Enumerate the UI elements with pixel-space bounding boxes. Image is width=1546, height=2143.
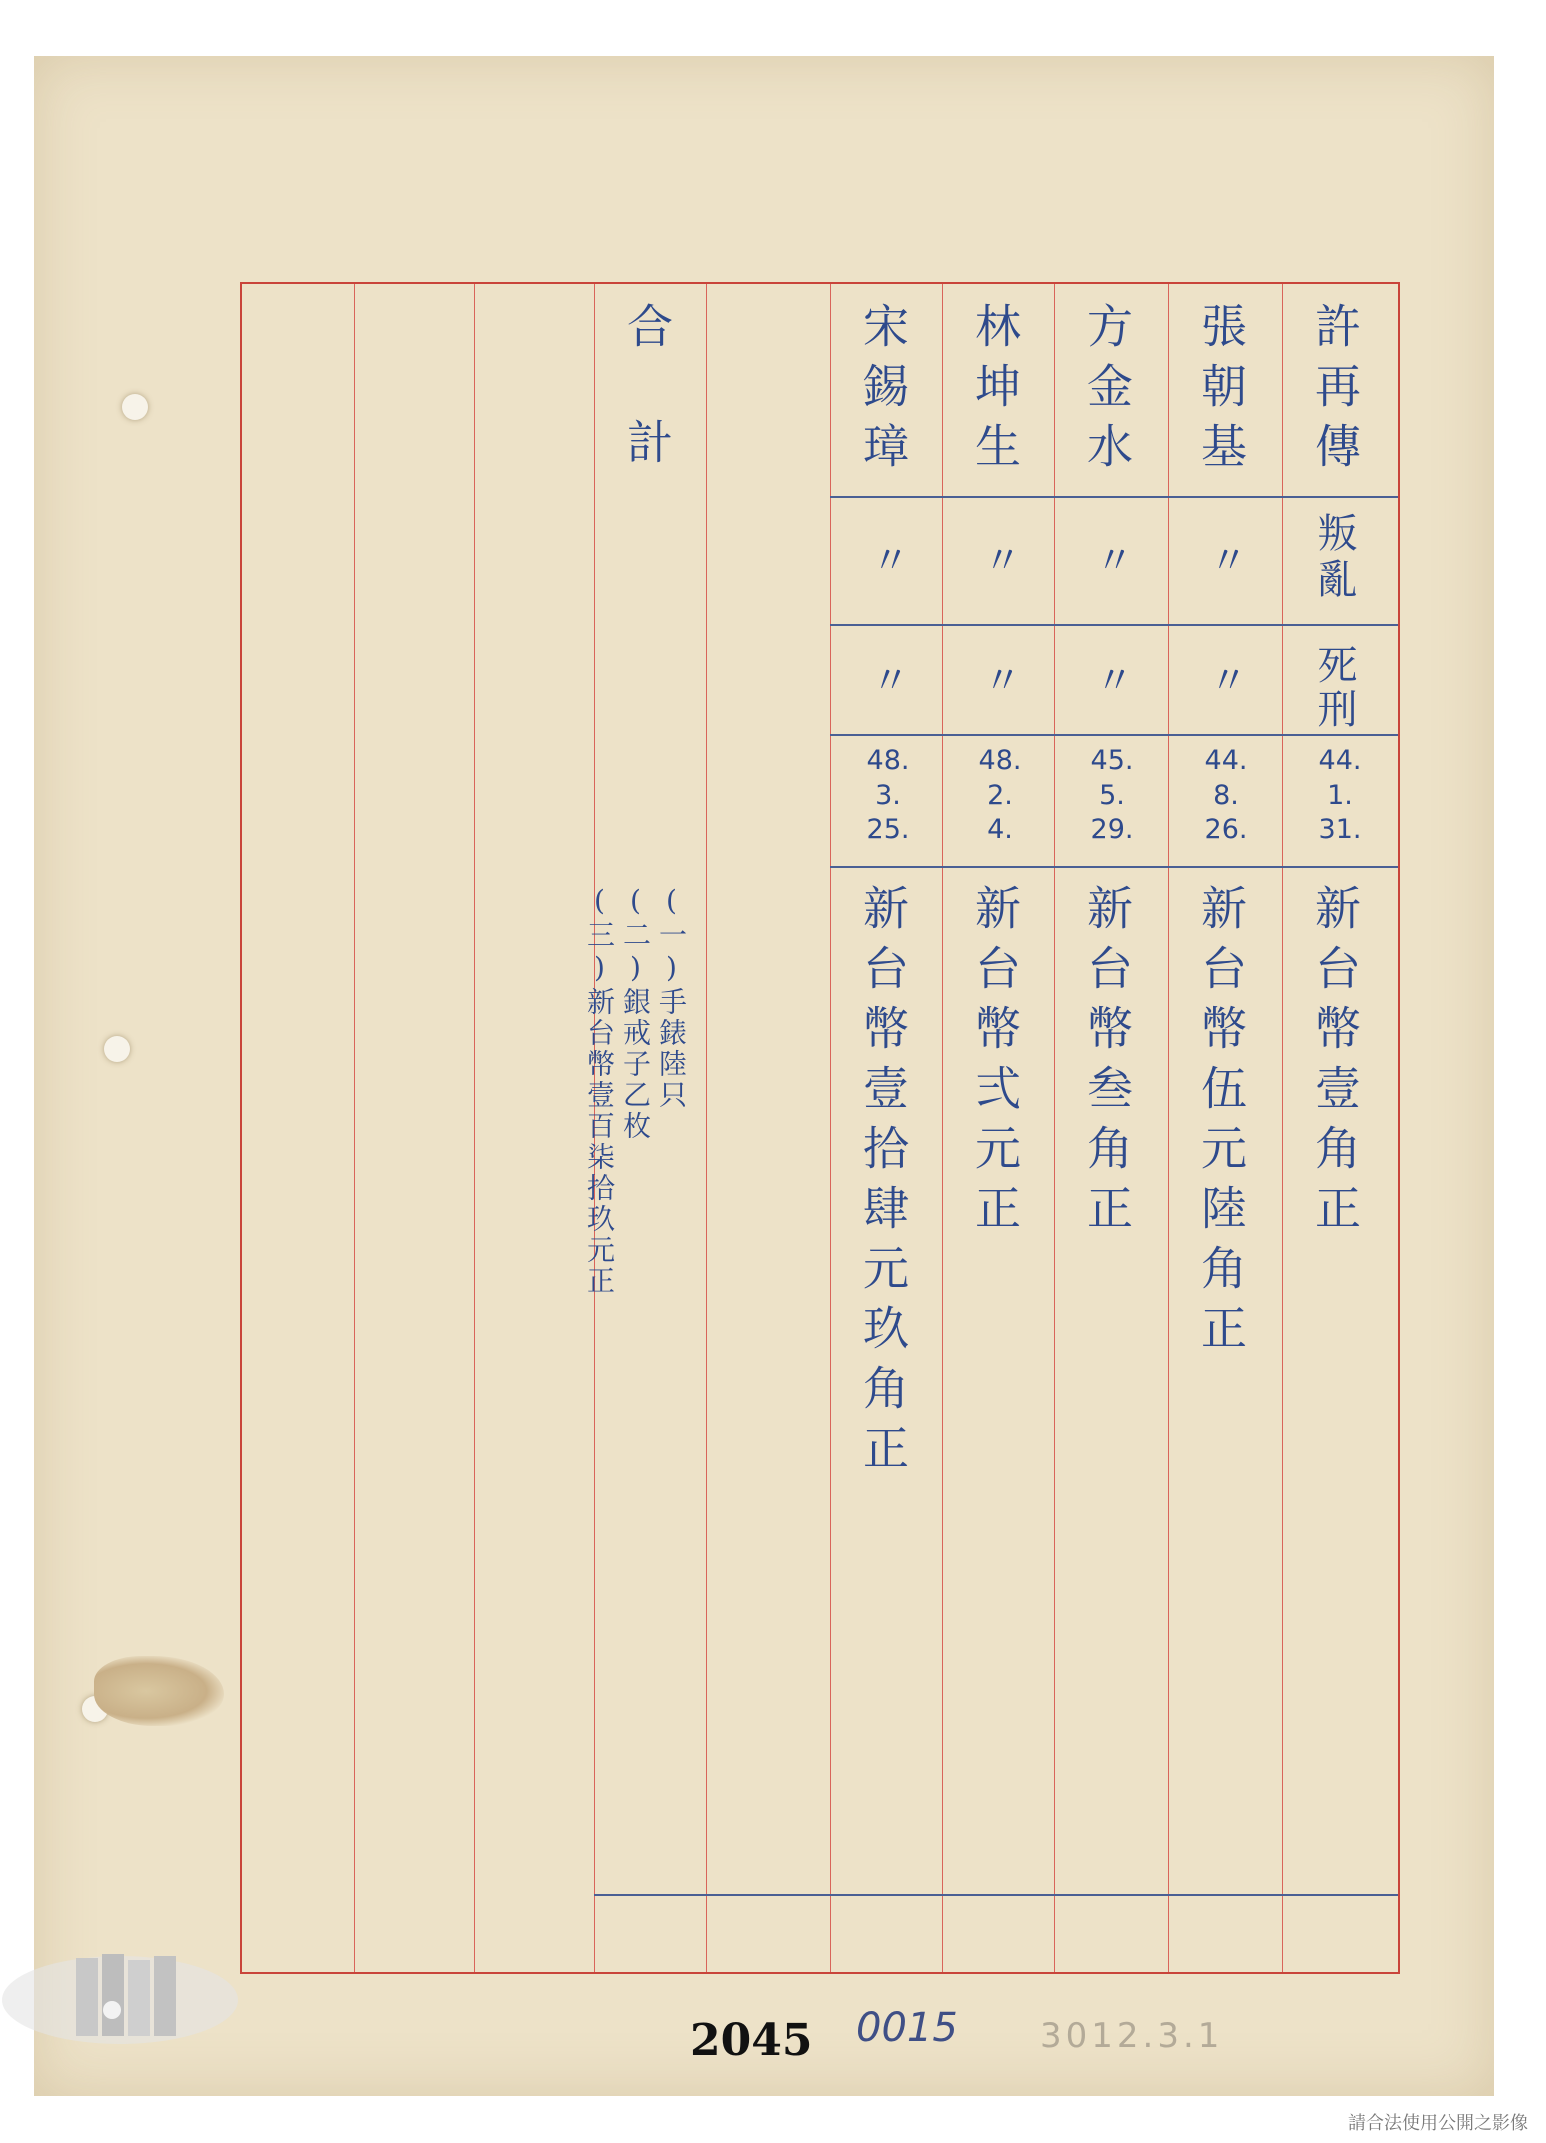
amount-cell: 新台幣弍元正 <box>968 884 1022 1244</box>
rule-after-crime <box>830 624 1398 626</box>
ditto-mark: 〃 <box>1203 660 1247 698</box>
rule-after-name <box>830 496 1398 498</box>
amount-cell: 新台幣壹拾肆元玖角正 <box>856 884 910 1484</box>
date-cell: 44. 8. 26. <box>1204 745 1248 846</box>
date-cell: 48. 3. 25. <box>866 745 910 846</box>
stamp-number: 2045 <box>690 2015 813 2066</box>
punch-hole <box>122 394 148 420</box>
total-note-2: (二)銀戒子乙枚 <box>619 884 652 1142</box>
ditto-mark: 〃 <box>1203 540 1247 578</box>
name-cell: 宋錫璋 <box>856 302 910 482</box>
sentence-cell: 死刑 <box>1311 644 1357 732</box>
rule-bottom <box>594 1894 1398 1896</box>
amount-cell: 新台幣伍元陸角正 <box>1194 884 1248 1364</box>
rule-after-date <box>830 866 1398 868</box>
paper-stain <box>94 1656 224 1726</box>
name-cell: 方金水 <box>1080 302 1134 482</box>
crime-cell: 叛亂 <box>1311 512 1357 604</box>
date-cell: 45. 5. 29. <box>1090 745 1134 846</box>
punch-hole <box>104 1036 130 1062</box>
usage-watermark: 請合法使用公開之影像 <box>1348 2113 1528 2134</box>
name-cell: 林坤生 <box>968 302 1022 482</box>
name-cell: 許再傳 <box>1308 302 1362 482</box>
ditto-mark: 〃 <box>1089 540 1133 578</box>
total-label: 合計 <box>620 302 674 534</box>
date-cell: 44. 1. 31. <box>1318 745 1362 846</box>
archive-logo-icon <box>0 1940 260 2050</box>
faint-mark: 3012.3.1 <box>1040 2016 1224 2056</box>
total-note-1: (一)手錶陸只 <box>655 884 688 1111</box>
total-note-3: (三)新台幣壹百柒拾玖元正 <box>583 884 616 1297</box>
amount-cell: 新台幣叁角正 <box>1080 884 1134 1244</box>
ditto-mark: 〃 <box>977 540 1021 578</box>
handwritten-number: 0015 <box>856 2005 958 2051</box>
rule-after-sentence <box>830 734 1398 736</box>
name-cell: 張朝基 <box>1194 302 1248 482</box>
date-cell: 48. 2. 4. <box>978 745 1022 846</box>
ditto-mark: 〃 <box>1089 660 1133 698</box>
ditto-mark: 〃 <box>977 660 1021 698</box>
amount-cell: 新台幣壹角正 <box>1308 884 1362 1244</box>
ditto-mark: 〃 <box>865 540 909 578</box>
ditto-mark: 〃 <box>865 660 909 698</box>
ledger-table <box>240 282 1400 1974</box>
